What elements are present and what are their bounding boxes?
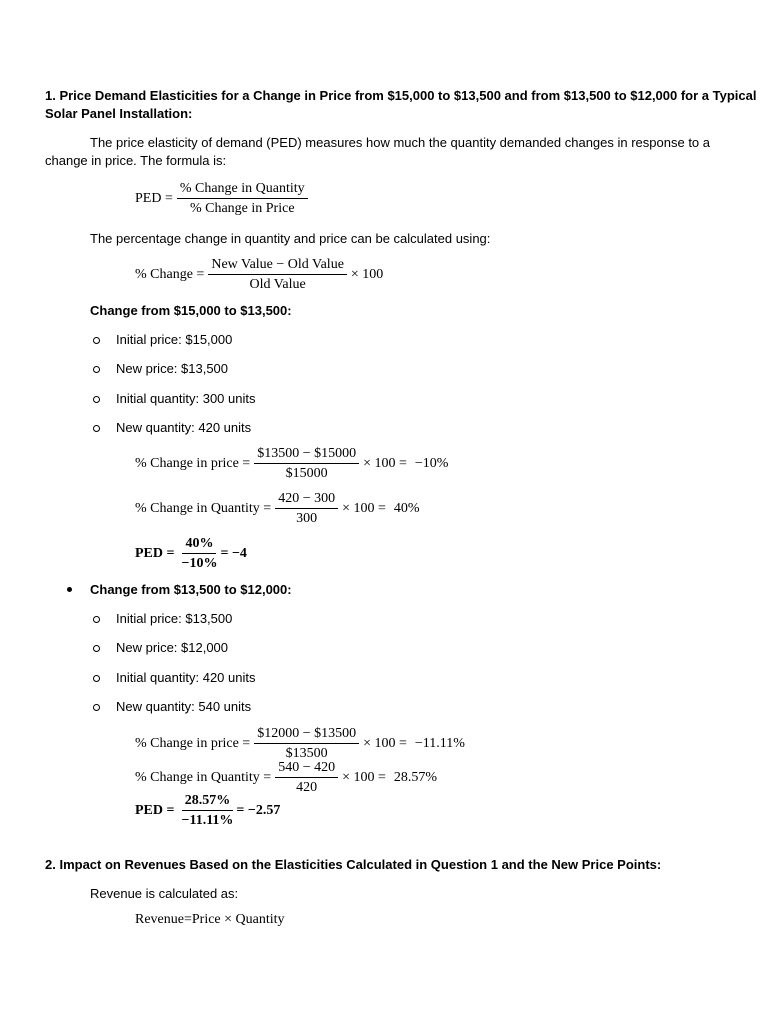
case2-ped-denominator: −11.11% [181,813,234,828]
case1-ped-equation [135,535,247,572]
case2-qty-lhs: % Change in Quantity = [135,769,272,785]
pct-formula-lhs: % Change = [135,266,205,282]
pct-formula-fraction [208,256,347,293]
q1-heading-line1: 1. Price Demand Elasticities for a Change in Price from $15,000 to $13,500 and from $13,500 to $12,000 for a Typical [45,88,757,103]
case2-price-equation [135,725,465,762]
case2-price-fraction [254,725,359,762]
case1-ped-lhs: PED = [135,545,175,561]
case2-qty-fraction [275,759,338,796]
case2-qty-numerator: 540 − 420 [275,759,338,778]
case1-item-4: New quantity: 420 units [116,420,252,435]
case1-bullet-2 [93,366,100,373]
case2-item-4: New quantity: 540 units [116,699,252,714]
case1-item-3: Initial quantity: 300 units [116,391,256,406]
case1-qty-denominator: 300 [296,511,318,526]
case2-item-1: Initial price: $13,500 [116,611,233,626]
pct-intro: The percentage change in quantity and price can be calculated using: [90,231,491,246]
case2-price-denominator: $13500 [285,746,328,761]
q2-heading: 2. Impact on Revenues Based on the Elasticities Calculated in Question 1 and the New Price Points: [45,857,662,872]
case2-quantity-equation [135,759,437,796]
case2-bullet [67,587,72,592]
q1-intro-line1: The price elasticity of demand (PED) measures how much the quantity demanded changes in response to a [90,135,711,150]
case1-title: Change from $15,000 to $13,500: [90,303,292,318]
q2-revenue-intro: Revenue is calculated as: [90,886,239,901]
case1-price-fraction [254,445,359,482]
ped-formula-lhs: PED = [135,190,173,206]
case1-price-numerator: $13500 − $15000 [254,445,359,464]
case2-bullet-4 [93,704,100,711]
case1-price-denominator: $15000 [285,466,328,481]
case1-qty-lhs: % Change in Quantity = [135,500,272,516]
pct-formula-numerator: New Value − Old Value [208,256,347,275]
case1-ped-fraction [178,535,220,572]
case2-price-rhs: × 100 = [363,735,407,751]
pct-formula-rhs: × 100 [350,266,384,282]
case2-bullet-2 [93,645,100,652]
pct-formula-denominator: Old Value [249,277,306,292]
case2-price-result: −11.11% [414,735,465,751]
q1-intro-line2: change in price. The formula is: [45,153,227,168]
case1-qty-rhs: × 100 = [342,500,386,516]
ped-formula [135,180,308,217]
ped-formula-denominator: % Change in Price [189,201,295,216]
ped-formula-numerator: % Change in Quantity [177,180,308,199]
case2-qty-rhs: × 100 = [342,769,386,785]
case1-price-rhs: × 100 = [363,455,407,471]
case2-ped-numerator: 28.57% [182,792,234,811]
case2-ped-fraction [178,792,236,829]
case2-ped-rhs: = −2.57 [236,802,281,818]
q2-revenue-formula: Revenue=Price × Quantity [135,912,285,927]
case2-qty-result: 28.57% [393,769,438,785]
case2-bullet-3 [93,675,100,682]
case1-qty-result: 40% [393,500,420,516]
case2-price-lhs: % Change in price = [135,735,251,751]
case1-price-result: −10% [414,455,449,471]
case1-price-equation [135,445,448,482]
case2-ped-equation [135,792,280,829]
case2-bullet-1 [93,616,100,623]
case2-price-numerator: $12000 − $13500 [254,725,359,744]
case1-ped-rhs: = −4 [220,545,247,561]
case1-bullet-3 [93,396,100,403]
case1-ped-numerator: 40% [182,535,216,554]
case1-item-2: New price: $13,500 [116,361,229,376]
ped-formula-fraction [177,180,308,217]
case1-price-lhs: % Change in price = [135,455,251,471]
q1-heading-line2: Solar Panel Installation: [45,106,193,121]
case2-item-2: New price: $12,000 [116,640,229,655]
case2-item-3: Initial quantity: 420 units [116,670,256,685]
case1-item-1: Initial price: $15,000 [116,332,233,347]
case1-quantity-equation [135,490,420,527]
case2-qty-denominator: 420 [296,780,318,795]
case1-bullet-1 [93,337,100,344]
case1-ped-denominator: −10% [181,556,218,571]
case1-qty-numerator: 420 − 300 [275,490,338,509]
pct-formula [135,256,383,293]
case2-title: Change from $13,500 to $12,000: [90,582,292,597]
case2-ped-lhs: PED = [135,802,175,818]
case1-bullet-4 [93,425,100,432]
case1-qty-fraction [275,490,338,527]
